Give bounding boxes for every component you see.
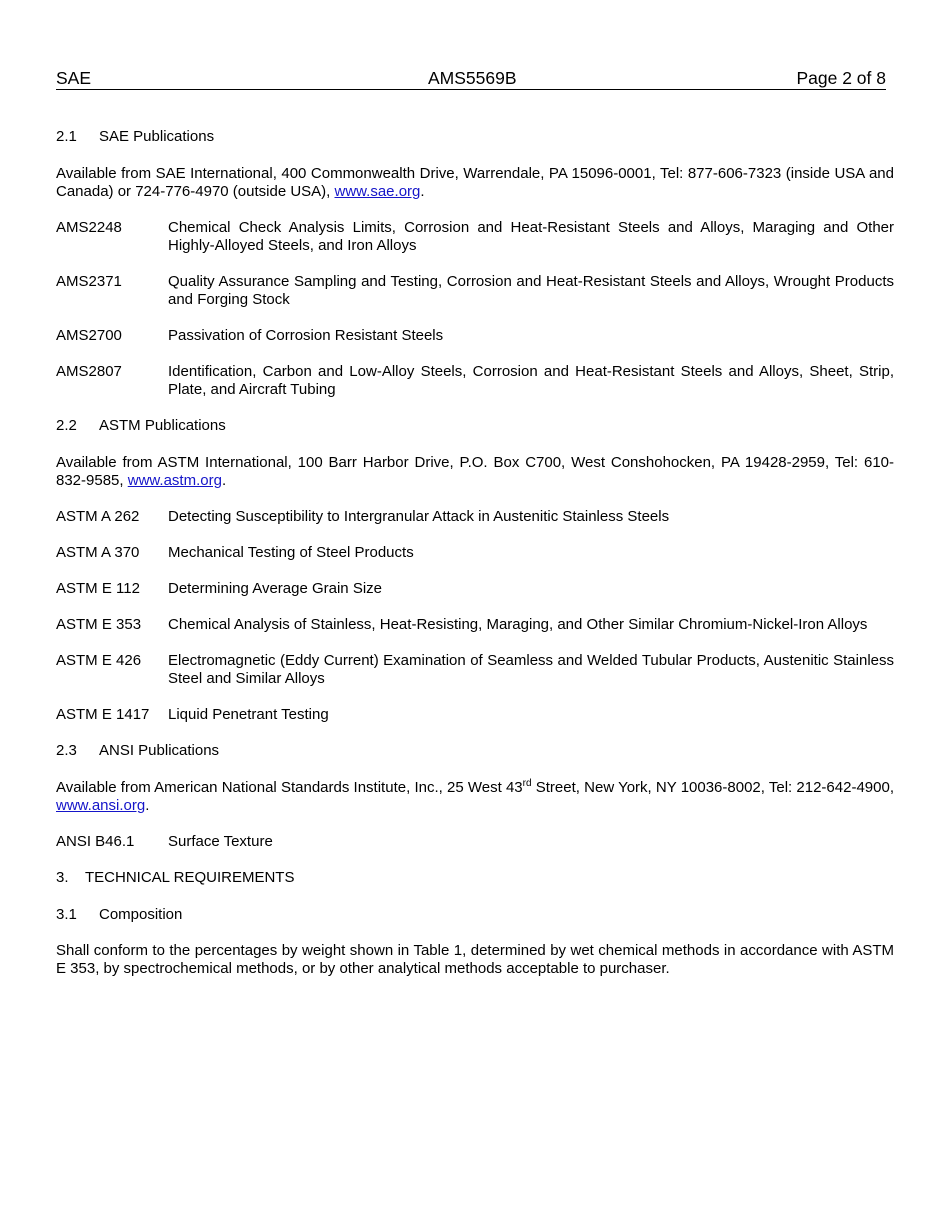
reference-code: ASTM E 112: [56, 580, 140, 597]
reference-code: AMS2807: [56, 363, 122, 380]
header-document-number: AMS5569B: [428, 68, 517, 88]
reference-code: AMS2700: [56, 327, 122, 344]
availability-paragraph-ansi: [56, 779, 894, 815]
section-title: SAE Publications: [99, 128, 215, 145]
section-heading-2-1: [56, 128, 894, 146]
header-organization: SAE: [56, 68, 92, 88]
reference-title: Passivation of Corrosion Resistant Steels: [168, 327, 444, 344]
reference-code: AMS2248: [56, 219, 122, 236]
reference-code: AMS2371: [56, 273, 122, 290]
reference-item: [56, 706, 894, 724]
reference-code: ASTM E 426: [56, 652, 142, 669]
sae-website-link[interactable]: www.sae.org: [334, 183, 421, 200]
reference-item: [56, 219, 894, 255]
period: .: [221, 472, 227, 489]
reference-code: ANSI B46.1: [56, 833, 135, 850]
reference-title: Chemical Analysis of Stainless, Heat-Resisting, Maraging, and Other Similar Chromium-Nickel-Iron Alloys: [168, 616, 868, 633]
availability-text: Available from SAE International, 400 Commonwealth Drive, Warrendale, PA 15096-0001, Tel: 877-606-7323 (inside USA and Canada) or 724-776-4970 (outside USA),: [56, 165, 894, 200]
section-heading-2-3: [56, 742, 894, 760]
section-heading-2-2: [56, 417, 894, 435]
section-number: 2.1: [56, 128, 77, 145]
reference-item: [56, 580, 894, 598]
reference-title: Detecting Susceptibility to Intergranular Attack in Austenitic Stainless Steels: [168, 508, 670, 525]
section-number: 3.1: [56, 906, 77, 923]
reference-item: [56, 508, 894, 526]
reference-item: [56, 652, 894, 688]
reference-code: ASTM A 262: [56, 508, 140, 525]
reference-item: [56, 363, 894, 399]
period: .: [420, 183, 425, 200]
section-title: ANSI Publications: [99, 742, 220, 759]
reference-item: [56, 327, 894, 345]
reference-item: [56, 616, 894, 634]
availability-text: Available from ASTM International, 100 Barr Harbor Drive, P.O. Box C700, West Conshohocken, PA 19428-2959, Tel: 610-832-9585,: [56, 454, 894, 489]
reference-title: Quality Assurance Sampling and Testing, Corrosion and Heat-Resistant Steels and Alloys, Wrought Products and Forging Stock: [168, 273, 894, 308]
reference-code: ASTM A 370: [56, 544, 140, 561]
document-body: [56, 128, 894, 978]
astm-website-link[interactable]: www.astm.org: [127, 472, 222, 489]
reference-title: Surface Texture: [168, 833, 273, 850]
reference-title: Identification, Carbon and Low-Alloy Steels, Corrosion and Heat-Resistant Steels and Alloys, Sheet, Strip, Plate, and Aircraft Tubing: [168, 363, 894, 398]
section-title: TECHNICAL REQUIREMENTS: [85, 869, 295, 886]
section-number: 2.2: [56, 417, 77, 434]
section-heading-3-1: [56, 906, 894, 924]
availability-paragraph-sae: [56, 165, 894, 201]
reference-code: ASTM E 1417: [56, 706, 150, 723]
header-page-number: Page 2 of 8: [796, 68, 886, 88]
section-number: 2.3: [56, 742, 77, 759]
reference-title: Chemical Check Analysis Limits, Corrosion and Heat-Resistant Steels and Alloys, Maraging and Other Highly-Alloyed Steels, and Iron Alloys: [168, 219, 894, 254]
availability-text: Available from American National Standards Institute, Inc., 25 West 43: [56, 779, 523, 796]
ansi-website-link[interactable]: www.ansi.org: [56, 797, 146, 814]
reference-item: [56, 273, 894, 309]
reference-title: Determining Average Grain Size: [168, 580, 382, 597]
section-title: Composition: [99, 906, 183, 923]
reference-title: Liquid Penetrant Testing: [168, 706, 329, 723]
section-number: 3.: [56, 869, 69, 886]
reference-title: Mechanical Testing of Steel Products: [168, 544, 414, 561]
reference-item: [56, 544, 894, 562]
composition-paragraph: Shall conform to the percentages by weight shown in Table 1, determined by wet chemical methods in accordance with ASTM E 353, by spectrochemical methods, or by other analytical methods acceptable to purchaser.: [56, 942, 894, 977]
section-title: ASTM Publications: [99, 417, 226, 434]
reference-item: [56, 833, 894, 851]
reference-title: Electromagnetic (Eddy Current) Examination of Seamless and Welded Tubular Products, Austenitic Stainless Steel and Similar Alloys: [168, 652, 894, 687]
period: .: [145, 797, 150, 814]
page-header: [56, 68, 886, 90]
availability-paragraph-astm: [56, 454, 894, 490]
reference-code: ASTM E 353: [56, 616, 142, 633]
ordinal-suffix: rd: [522, 778, 532, 789]
availability-text: Street, New York, NY 10036-8002, Tel: 212-642-4900,: [531, 779, 894, 796]
section-heading-3: [56, 869, 894, 887]
